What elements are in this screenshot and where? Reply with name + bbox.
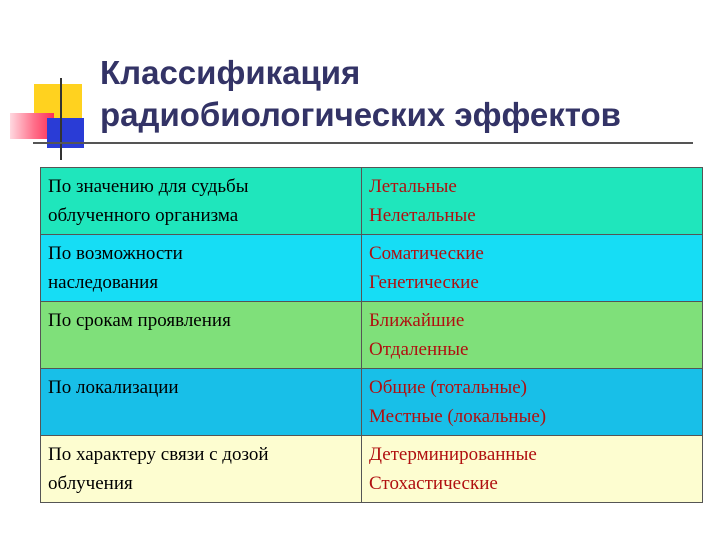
effects-cell — [362, 235, 703, 302]
effects-cell — [362, 302, 703, 369]
table-row — [41, 436, 703, 503]
criterion-text: облучения — [48, 473, 133, 494]
effect-text: Генетические — [369, 272, 479, 293]
table-row — [41, 235, 703, 302]
criterion-text: наследования — [48, 272, 159, 293]
title-line-1: Классификация — [100, 54, 361, 91]
criterion-text: По характеру связи с дозой — [48, 444, 269, 465]
criterion-text: По значению для судьбы — [48, 176, 249, 197]
effect-text: Ближайшие — [369, 310, 465, 331]
effect-text: Местные (локальные) — [369, 406, 547, 427]
effects-cell — [362, 436, 703, 503]
effect-text: Соматические — [369, 243, 484, 264]
table-row — [41, 369, 703, 436]
title-line-2: радиобиологических эффектов — [100, 96, 621, 133]
effects-cell — [362, 369, 703, 436]
slide-title — [100, 52, 700, 136]
criterion-cell — [41, 168, 362, 235]
effect-text: Отдаленные — [369, 339, 469, 360]
effect-text: Летальные — [369, 176, 457, 197]
table-row — [41, 168, 703, 235]
classification-table — [40, 167, 703, 503]
criterion-text: По локализации — [48, 377, 179, 398]
effect-text: Детерминированные — [369, 444, 537, 465]
effect-text: Нелетальные — [369, 205, 476, 226]
criterion-cell — [41, 369, 362, 436]
criterion-text: облученного организма — [48, 205, 239, 226]
effect-text: Общие (тотальные) — [369, 377, 527, 398]
criterion-cell — [41, 436, 362, 503]
title-underline — [33, 142, 693, 144]
criterion-cell — [41, 302, 362, 369]
effects-cell — [362, 168, 703, 235]
table-row — [41, 302, 703, 369]
decor-vertical-line — [60, 78, 62, 160]
criterion-text: По возможности — [48, 243, 183, 264]
effect-text: Стохастические — [369, 473, 498, 494]
criterion-cell — [41, 235, 362, 302]
criterion-text: По срокам проявления — [48, 310, 231, 331]
